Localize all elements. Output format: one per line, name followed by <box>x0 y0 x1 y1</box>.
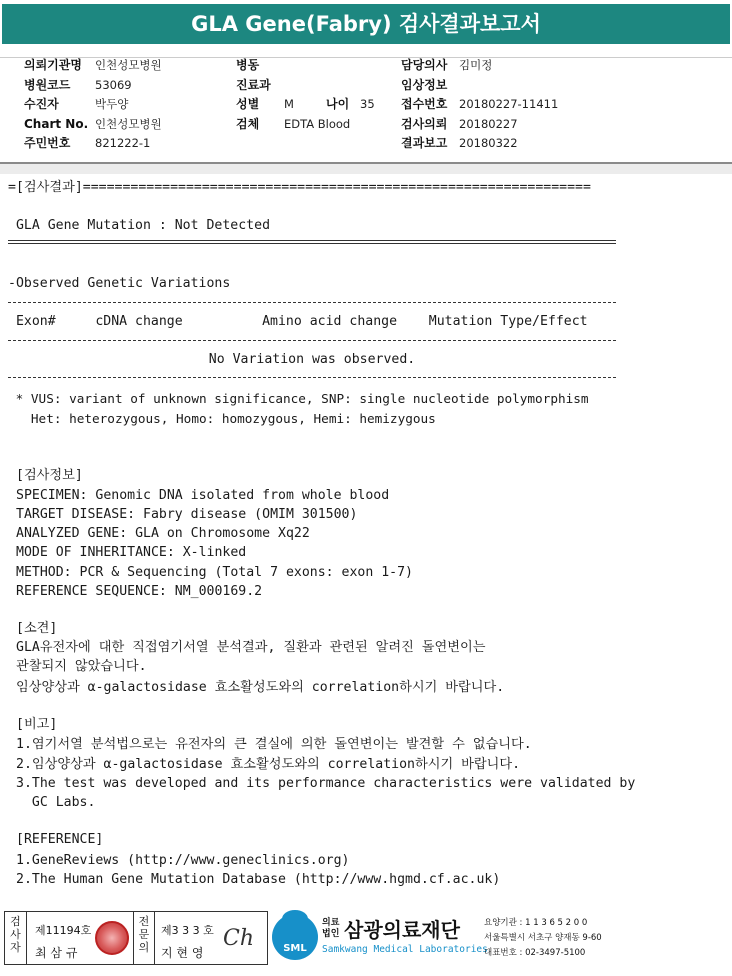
info-row: 결과보고 20180322 <box>401 136 518 150</box>
opinion-line: GLA유전자에 대한 직접염기서열 분석결과, 질환과 관련된 알려진 돌연변이는 <box>16 640 486 655</box>
test-info-line: METHOD: PCR & Sequencing (Total 7 exons: exon 1-7) <box>16 565 413 580</box>
opinion-line: 관찰되지 않았습니다. <box>16 659 147 674</box>
contact-line: 서울특별시 서초구 양재동 9-60 <box>484 933 602 943</box>
double-rule <box>8 240 616 244</box>
reference-heading: [REFERENCE] <box>16 832 104 847</box>
reference-link[interactable]: 1.GeneReviews (http://www.geneclinics.org) <box>16 853 350 868</box>
info-row: 접수번호 20180227-11411 <box>401 97 559 111</box>
info-row: 성별 M 나이 35 <box>236 95 375 115</box>
info-row: 임상정보 <box>401 77 448 92</box>
org-english-name: Samkwang Medical Laboratories <box>322 944 488 955</box>
contact-line: 요양기관 : 1 1 3 6 5 2 0 0 <box>484 918 588 928</box>
info-row: 수진자 박두양 <box>24 97 129 111</box>
no-variation-text: No Variation was observed. <box>208 352 416 367</box>
org-prefix: 의료 법인 <box>322 918 340 939</box>
specialist-license: 제3 3 3 호 <box>161 924 214 937</box>
mutation-result: GLA Gene Mutation : Not Detected <box>8 218 271 233</box>
info-row: Chart No. 인천성모병원 <box>24 116 162 131</box>
dashed-rule <box>8 377 616 378</box>
contact-line: 대표번호 : 02-3497-5100 <box>484 948 586 958</box>
info-row: 주민번호 821222-1 <box>24 136 151 150</box>
report-title: GLA Gene(Fabry) 검사결과보고서 <box>2 4 730 44</box>
logo-icon: SML <box>272 914 318 960</box>
info-row: 의뢰기관명 인천성모병원 <box>24 58 162 72</box>
info-col-2 <box>236 56 375 134</box>
reference-link[interactable]: 2.The Human Gene Mutation Database (http://www.hgmd.cf.ac.uk) <box>16 872 501 887</box>
remarks-line: 2.임상양상과 α-galactosidase 효소활성도와의 correlation하시기 바랍니다. <box>16 757 521 772</box>
specialist-name: 지 현 영 <box>161 946 204 960</box>
info-row: 병원코드 53069 <box>24 77 132 92</box>
signature: Ch <box>223 926 255 951</box>
test-info-line: TARGET DISEASE: Fabry disease (OMIM 301500) <box>16 507 358 522</box>
info-col-3 <box>401 56 558 154</box>
examiner-name: 최 삼 규 <box>35 946 78 960</box>
opinion-heading: [소견] <box>16 621 58 636</box>
info-row: 병동 <box>236 58 260 72</box>
test-info-line: ANALYZED GENE: GLA on Chromosome Xq22 <box>16 526 310 541</box>
abbreviation-note: Het: heterozygous, Homo: homozygous, Hemi: hemizygous <box>8 411 436 426</box>
info-row: 담당의사 김미정 <box>401 58 493 72</box>
signature-box <box>4 911 268 965</box>
test-info-line: REFERENCE SEQUENCE: NM_000169.2 <box>16 584 263 599</box>
specialist-label: 전문의 <box>133 912 155 964</box>
variations-columns: Exon# cDNA change Amino acid change Mutation Type/Effect <box>8 314 588 329</box>
patient-info <box>0 48 732 164</box>
dashed-rule <box>8 340 616 341</box>
info-row: 검체 EDTA Blood <box>236 116 351 131</box>
info-row: 진료과 <box>236 77 271 92</box>
official-seal <box>95 921 129 955</box>
result-header: =[검사결과]================================================================ <box>8 180 591 195</box>
footer <box>0 908 732 968</box>
info-col-1 <box>24 56 162 154</box>
variations-title: -Observed Genetic Variations <box>8 276 231 291</box>
test-info-line: SPECIMEN: Genomic DNA isolated from whole blood <box>16 488 390 503</box>
remarks-line: 3.The test was developed and its performance characteristics were validated by <box>16 776 636 791</box>
abbreviation-note: * VUS: variant of unknown significance, SNP: single nucleotide polymorphism <box>8 391 589 406</box>
remarks-line: 1.염기서열 분석법으로는 유전자의 큰 결실에 의한 돌연변이는 발견할 수 없습니다. <box>16 737 532 752</box>
age-label: 나이 <box>326 97 350 111</box>
examiner-label: 검사자 <box>5 912 27 964</box>
examiner-license: 제11194호 <box>35 924 92 937</box>
age-value: 35 <box>360 97 375 111</box>
dashed-rule <box>8 302 616 303</box>
test-info-line: MODE OF INHERITANCE: X-linked <box>16 545 247 560</box>
info-row: 검사의뢰 20180227 <box>401 116 518 131</box>
remarks-line: GC Labs. <box>16 795 96 810</box>
opinion-line: 임상양상과 α-galactosidase 효소활성도와의 correlation하시기 바랍니다. <box>16 680 505 695</box>
test-info-heading: [검사정보] <box>16 468 83 483</box>
remarks-heading: [비고] <box>16 717 58 732</box>
divider-shade <box>0 164 732 174</box>
org-name: 삼광의료재단 <box>344 918 460 942</box>
